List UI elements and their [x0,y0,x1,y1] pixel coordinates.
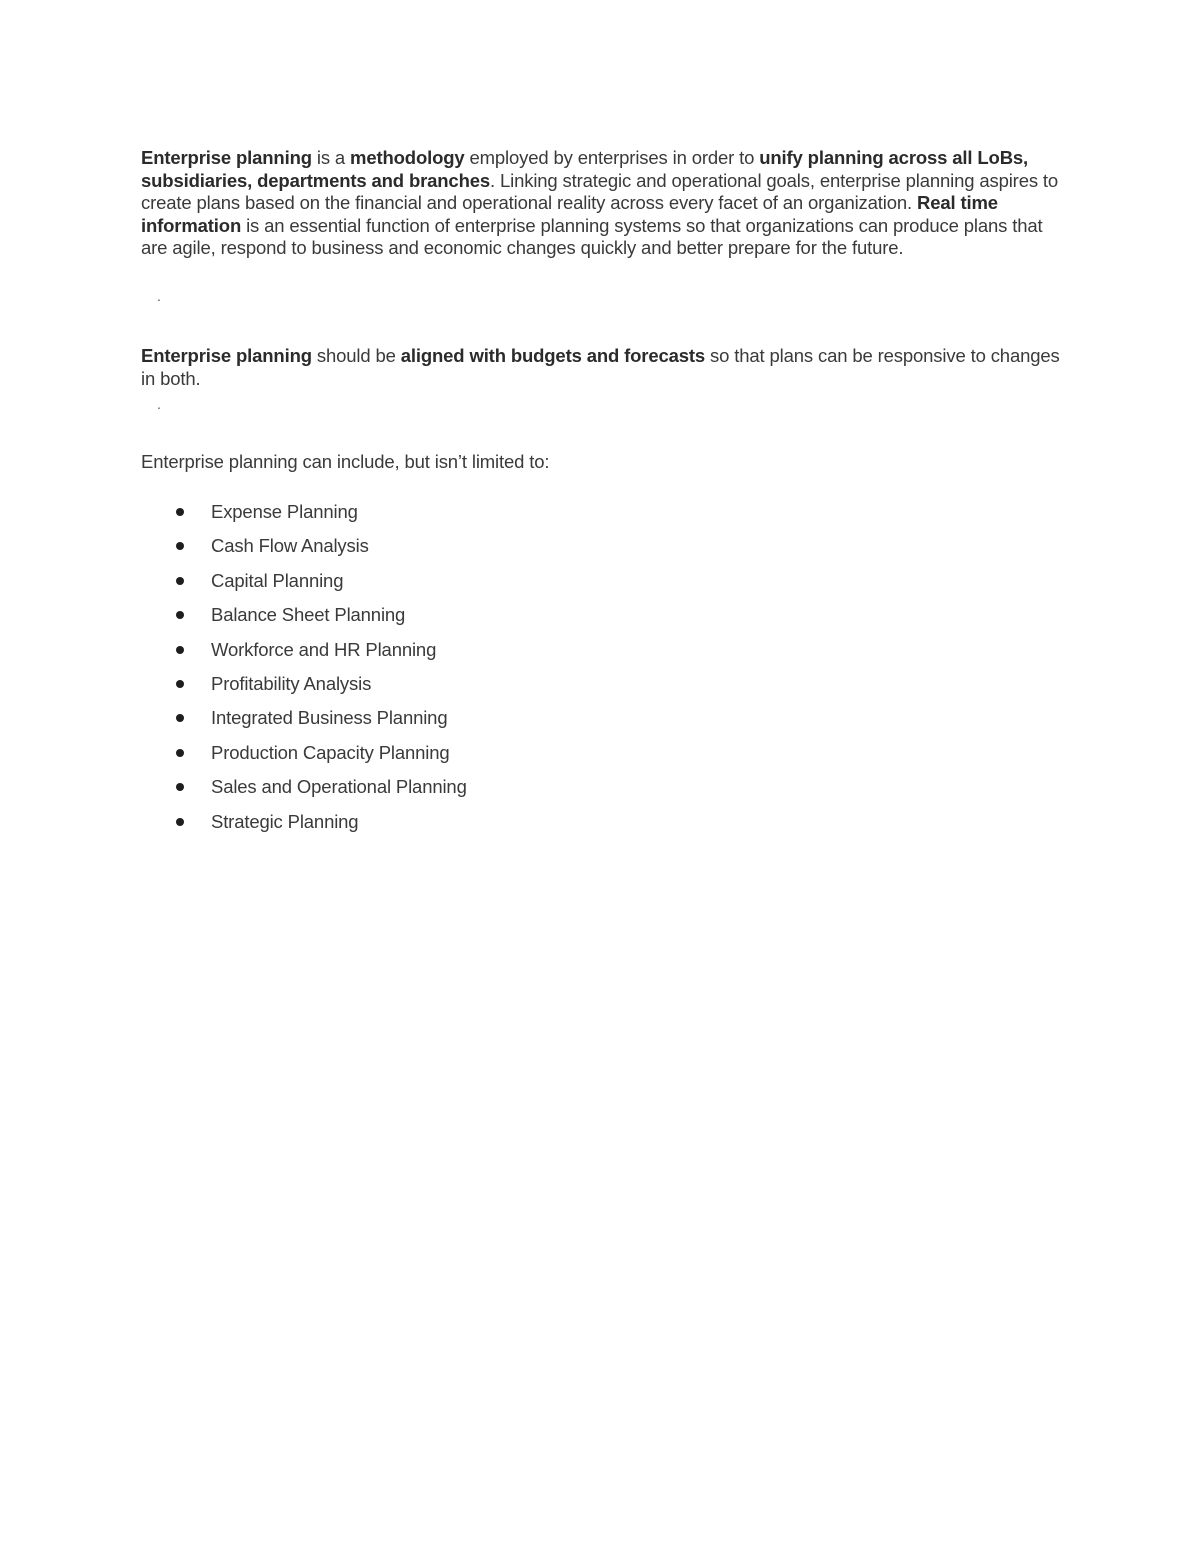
bullet-icon [176,542,184,550]
text-run: should be [311,345,401,366]
list-intro-paragraph: Enterprise planning can include, but isn’t limited to: [141,451,550,472]
text-run: . Linking strategic and operational goals, enterprise planning aspires to create plans based on the financial and operational reality across every facet of an organization. [141,169,1059,214]
list-item-text: Workforce and HR Planning [211,638,437,660]
text-run: employed by enterprises in order to [464,147,760,168]
list-item-text: Strategic Planning [211,810,359,832]
list-item-text: Cash Flow Analysis [211,535,369,557]
list-item-text: Expense Planning [211,501,358,522]
list-item-text: Integrated Business Planning [211,707,448,729]
text-run: so that plans can be responsive to changes in both. [141,345,1060,389]
list-item-text: Sales and Operational Planning [211,776,467,798]
text-run: is a [311,147,351,168]
bullet-icon [176,783,184,791]
list-item-text: Balance Sheet Planning [211,604,406,626]
list-item-text: Profitability Analysis [211,672,372,694]
list-item-text: Capital Planning [211,569,344,591]
bullet-icon [176,818,184,826]
bold-term: aligned with budgets and forecasts [400,345,706,366]
bullet-icon [176,680,184,688]
bullet-icon [176,508,184,516]
bold-term: Real time information [141,192,998,236]
bold-term: Enterprise planning [141,345,312,366]
bold-term: methodology [350,147,465,168]
alignment-paragraph [141,345,1066,390]
bold-term: Enterprise planning [141,147,312,168]
bullet-icon [176,749,184,757]
text-run: is an essential function of enterprise planning systems so that organizations can produce plans that are agile, respond to business and economic changes quickly and better prepare for the future. [141,214,1043,259]
bullet-icon [176,646,184,654]
bullet-icon [176,611,184,619]
bullet-icon [176,714,184,722]
separator-dot: . [157,396,161,412]
bold-term: unify planning across all LoBs, subsidiaries, departments and branches [141,147,1029,191]
intro-paragraph [141,147,1066,260]
bullet-icon [176,577,184,585]
list-item-text: Production Capacity Planning [211,741,450,763]
separator-dot: . [157,288,161,304]
